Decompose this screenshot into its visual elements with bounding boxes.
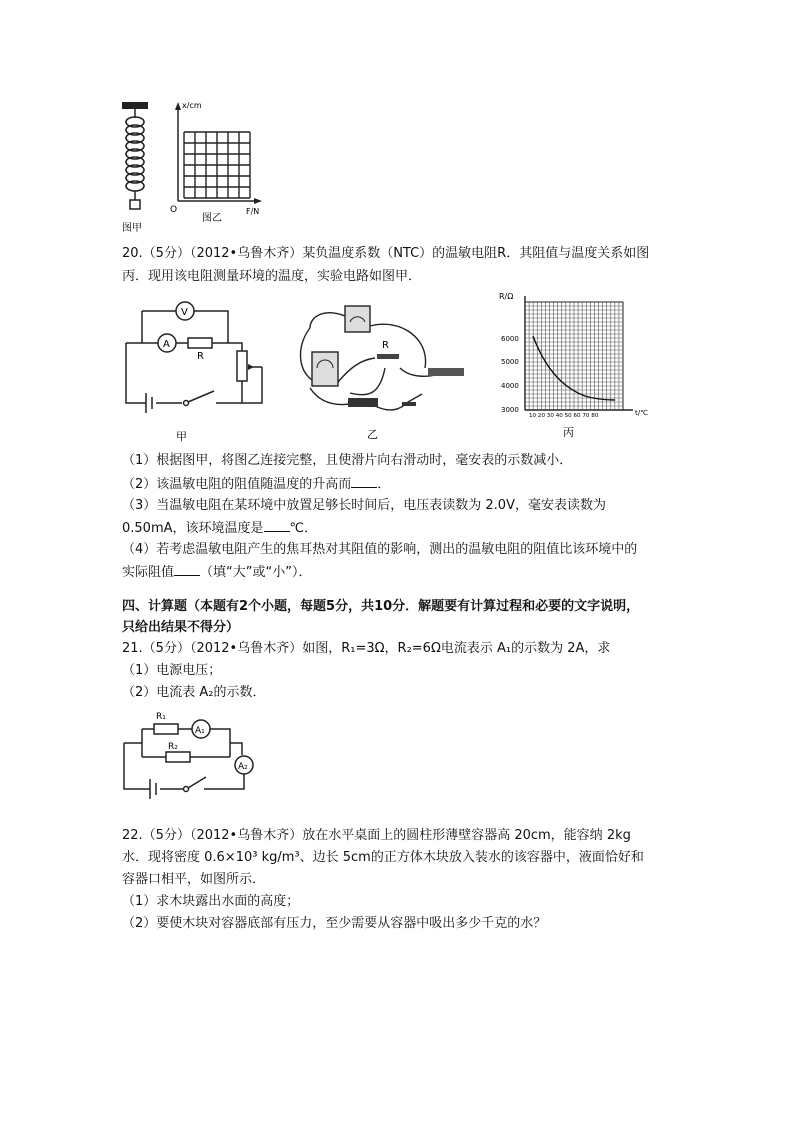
resistor-r: R — [197, 351, 204, 362]
answer-blank[interactable] — [174, 563, 200, 576]
bing-ylabel: R/Ω — [499, 292, 514, 301]
meter-v: V — [181, 307, 188, 318]
caption-bing: 丙 — [563, 426, 574, 439]
q20-sub3-line1: （3）当温敏电阻在某环境中放置足够长时间后，电压表读数为 2.0V，毫安表读数为 — [122, 498, 606, 513]
bing-ytick-5000: 5000 — [501, 358, 519, 366]
q20-sub3-line2: 0.50mA，该环境温度是 ℃． — [122, 521, 318, 536]
meter-a: A — [163, 339, 170, 350]
q22-stem-line2: 水．现将密度 0.6×10³ kg/m³、边长 5cm的正方体木块放入装水的该容器中，液面恰好和 — [122, 850, 644, 865]
grid — [184, 132, 250, 198]
answer-blank[interactable] — [351, 475, 377, 488]
caption-yi: 乙 — [367, 428, 378, 441]
fig-label-jia: 图甲 — [122, 223, 142, 234]
bing-xticks: 10 20 30 40 50 60 70 80 — [529, 413, 599, 419]
q21-sub2: （2）电流表 A₂的示数． — [122, 685, 266, 700]
label-r2: R₂ — [168, 742, 178, 752]
graph-bing — [495, 288, 665, 443]
q20-sub1: （1）根据图甲，将图乙连接完整，且使滑片向右滑动时，毫安表的示数减小． — [122, 453, 573, 468]
meter-a2: A₂ — [238, 762, 248, 772]
origin-label: O — [170, 205, 178, 215]
section4-title-line2: 只给出结果不得分） — [122, 620, 240, 635]
fig-label-yi: 图乙 — [202, 213, 222, 224]
answer-blank[interactable] — [264, 519, 290, 532]
yi-resistor-r: R — [382, 340, 389, 351]
q20-stem-line1: 20.（5分）（2012•乌鲁木齐）某负温度系数（NTC）的温敏电阻R．其阻值与温度关系如图 — [122, 246, 650, 261]
q20-sub4-line1: （4）若考虑温敏电阻产生的焦耳热对其阻值的影响，测出的温敏电阻的阻值比该环境中的 — [122, 542, 638, 557]
bing-xlabel: t/℃ — [635, 409, 648, 417]
circuit-q21 — [120, 705, 270, 800]
axis-x-label: F/N — [246, 207, 260, 216]
q22-sub2: （2）要使木块对容器底部有压力，至少需要从容器中吸出多少千克的水？ — [122, 916, 547, 931]
q21-sub1: （1）电源电压； — [122, 663, 222, 678]
q22-stem-line3: 容器口相平，如图所示． — [122, 872, 266, 887]
q22-stem-line1: 22.（5分）（2012•乌鲁木齐）放在水平桌面上的圆柱形薄壁容器高 20cm，能容纳 2kg — [122, 828, 631, 843]
q21-stem: 21.（5分）（2012•乌鲁木齐）如图，R₁=3Ω，R₂=6Ω电流表示 A₁的示数为 2A，求 — [122, 641, 611, 656]
section4-title-line1: 四、计算题（本题有2个小题，每题5分，共10分．解题要有计算过程和必要的文字说明， — [122, 599, 640, 614]
q22-sub1: （1）求木块露出水面的高度； — [122, 894, 300, 909]
label-r1: R₁ — [156, 712, 166, 722]
spring-grid-figure — [118, 96, 268, 236]
bing-ytick-6000: 6000 — [501, 335, 519, 343]
meter-a1: A₁ — [195, 726, 205, 736]
bing-ytick-3000: 3000 — [501, 406, 519, 414]
bing-ytick-4000: 4000 — [501, 382, 519, 390]
apparatus-yi — [290, 298, 470, 443]
caption-jia: 甲 — [176, 430, 187, 443]
q20-sub2: （2）该温敏电阻的阻值随温度的升高而 ． — [122, 477, 391, 492]
q20-stem-line2: 丙．现用该电阻测量环境的温度，实验电路如图甲． — [122, 269, 422, 284]
axis-y-label: x/cm — [182, 101, 202, 110]
q20-sub4-line2: 实际阻值 （填“大”或“小”）． — [122, 565, 312, 580]
circuit-jia — [120, 295, 270, 445]
